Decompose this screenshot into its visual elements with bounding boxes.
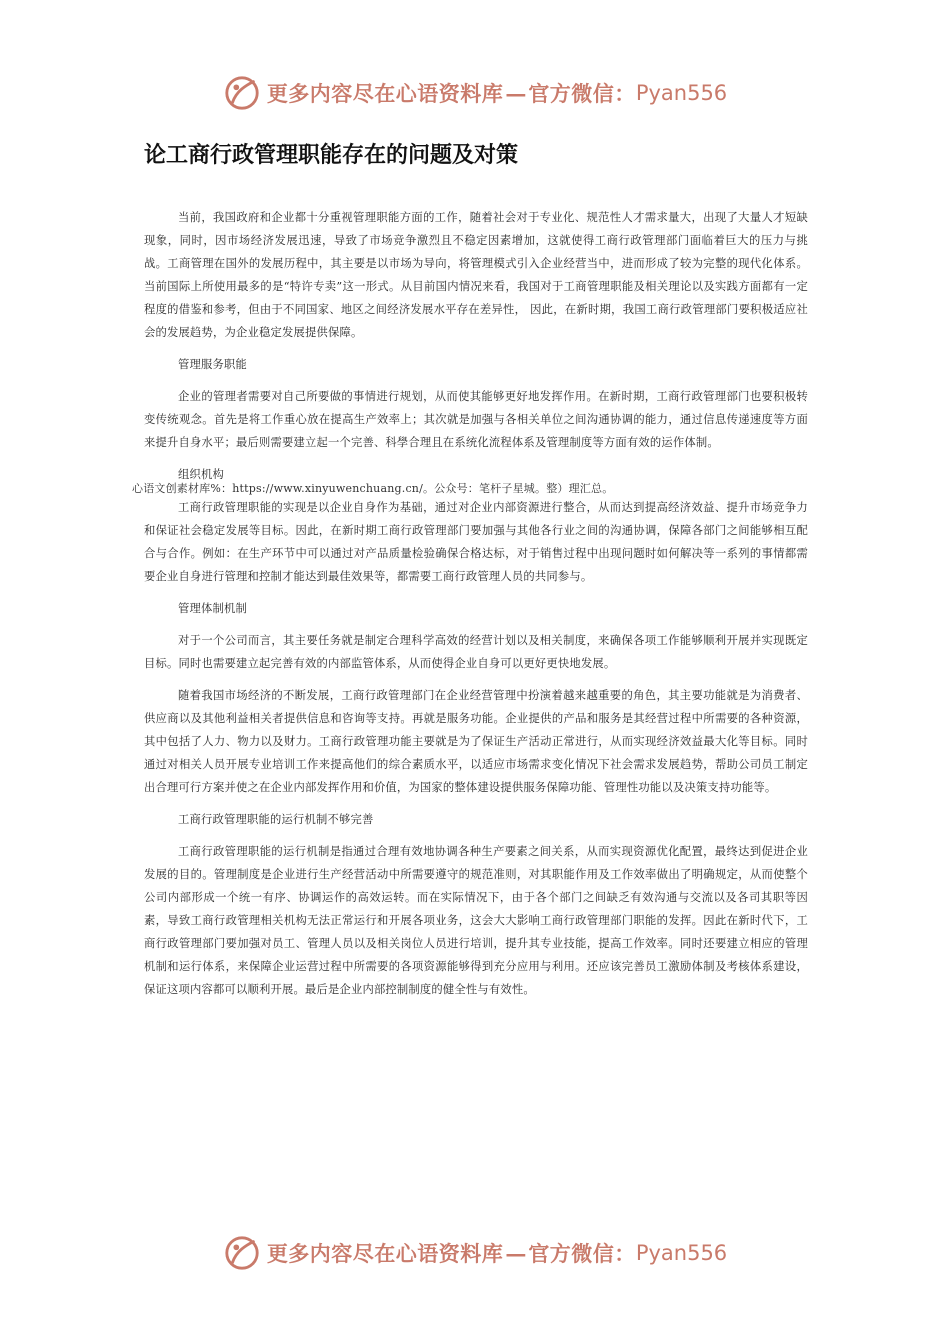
banner-text: 更多内容尽在心语资料库	[266, 82, 504, 106]
paragraph: 对于一个公司而言，其主要任务就是制定合理科学高效的经营计划以及相关制度，来确保各项工作能够顺利开展并实现既定目标。同时也需要建立起完善有效的内部监管体系，从而使得企业自身可以更好更快地发展。	[144, 634, 808, 670]
paragraph: 当前，我国政府和企业都十分重视管理职能方面的工作，随着社会对于专业化、规范性人才需求量大，出现了大量人才短缺现象，同时，因市场经济发展迅速，导致了市场竞争激烈且不稳定因素增加，这就使得工商行政管理部门面临着巨大的压力与挑战。工商管理在国外的发展历程中，其主要是以市场为导向，将管理模式引入企业经营当中，进而形成了较为完整的现代化体系。当前国际上所使用最多的是“特许专卖”这一形式。从目前国内情况来看，我国对于工商管理职能及相关理论以及实践方面都有一定程度的借鉴和参考，但由于不同国家、地区之间经济发展水平存在差异性， 因此，在新时期，我国工商行政管理部门要积极适应社会的发展趋势，为企业稳定发展提供保障。	[144, 211, 808, 339]
article-body	[132, 206, 808, 1010]
paragraph: 企业的管理者需要对自己所要做的事情进行规划，从而使其能够更好地发挥作用。在新时期，工商行政管理部门也要积极转变传统观念。首先是将工作重心放在提高生产效率上；其次就是加强与各相关单位之间沟通协调的能力，通过信息传递速度等方面来提升自身水平；最后则需要建立起一个完善、科學合理且在系统化流程体系及管理制度等方面有效的运作体制。	[144, 390, 808, 449]
banner-wechat-label: 官方微信：	[528, 1242, 636, 1266]
section-heading: 组织机构	[178, 468, 224, 481]
section-heading: 管理体制机制	[178, 602, 247, 615]
footer-banner	[0, 1230, 950, 1276]
page-title: 论工商行政管理职能存在的问题及对策	[144, 143, 519, 168]
source-note: 心语文创素材库%：https://www.xinyuwenchuang.cn/。公众号：笔杆子星城。整）理汇总。	[132, 482, 614, 495]
banner-wechat-id: Pyan556	[635, 81, 728, 105]
banner-separator: —	[505, 1240, 527, 1266]
banner-text: 更多内容尽在心语资料库	[266, 1242, 504, 1266]
banner-wechat-label: 官方微信：	[528, 82, 636, 106]
paragraph: 随着我国市场经济的不断发展，工商行政管理部门在企业经营管理中扮演着越来越重要的角色，其主要功能就是为消费者、供应商以及其他利益相关者提供信息和咨询等支持。再就是服务功能。企业提供的产品和服务是其经营过程中所需要的各种资源，其中包括了人力、物力以及财力。工商行政管理功能主要就是为了保证生产活动正常进行，从而实现经济效益最大化等目标。同时通过对相关人员开展专业培训工作来提高他们的综合素质水平，以适应市场需求变化情况下社会需求发展趋势，帮助公司员工制定出合理可行方案并使之在企业内部发挥作用和价值，为国家的整体建设提供服务保障功能、管理性功能以及决策支持功能等。	[144, 689, 808, 794]
banner-separator: —	[505, 80, 527, 106]
brand-logo-icon	[223, 74, 261, 112]
header-banner	[0, 70, 950, 116]
paragraph: 工商行政管理职能的实现是以企业自身作为基础，通过对企业内部资源进行整合，从而达到提高经济效益、提升市场竞争力和保证社会稳定发展等目标。因此，在新时期工商行政管理部门要加强与其他各行业之间的沟通协调，保障各部门之间能够相互配合与合作。例如：在生产环节中可以通过对产品质量检验确保合格达标，对于销售过程中出现问题时如何解决等一系列的事情都需要企业自身进行管理和控制才能达到最佳效果等，都需要工商行政管理人员的共同参与。	[144, 501, 808, 583]
paragraph: 工商行政管理职能的运行机制是指通过合理有效地协调各种生产要素之间关系，从而实现资源优化配置，最终达到促进企业发展的目的。管理制度是企业进行生产经营活动中所需要遵守的规范准则，对其职能作用及工作效率做出了明确规定，从而使整个公司内部形成一个统一有序、协调运作的高效运转。而在实际情况下，由于各个部门之间缺乏有效沟通与交流以及各司其职等因素，导致工商行政管理相关机构无法正常运行和开展各项业务，这会大大影响工商行政管理部门职能的发挥。因此在新时代下，工商行政管理部门要加强对员工、管理人员以及相关岗位人员进行培训，提升其专业技能，提高工作效率。同时还要建立相应的管理机制和运行体系，来保障企业运营过程中所需要的各项资源能够得到充分应用与利用。还应该完善员工激励体制及考核体系建设，保证这项内容都可以顺利开展。最后是企业内部控制制度的健全性与有效性。	[144, 845, 808, 996]
section-heading: 管理服务职能	[178, 358, 247, 371]
brand-logo-icon	[223, 1234, 261, 1272]
banner-wechat-id: Pyan556	[635, 1241, 728, 1265]
section-heading: 工商行政管理职能的运行机制不够完善	[178, 813, 374, 826]
